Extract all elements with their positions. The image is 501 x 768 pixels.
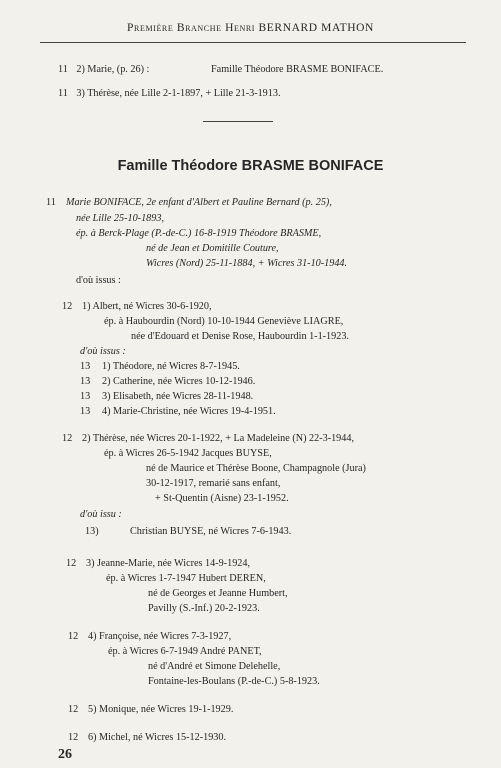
header-name: BERNARD MATHON — [258, 22, 374, 34]
section-divider — [203, 121, 273, 122]
child-3-line-2: ép. à Wicres 1-7-1947 Hubert DEREN, — [106, 573, 266, 584]
main-entry-line-4: né de Jean et Domitille Couture, — [146, 243, 279, 254]
entry-text: 4) Marie-Christine, née Wicres 19-4-1951. — [102, 406, 276, 417]
child-3-number: 12 — [66, 558, 77, 569]
entry-text: 3) Elisabeth, née Wicres 28-11-1948. — [102, 391, 254, 402]
child-5-line-1: 5) Monique, née Wicres 19-1-1929. — [88, 704, 234, 715]
child-4-line-3: né d'André et Simone Delehelle, — [148, 661, 281, 672]
entry-number: 13 — [80, 376, 91, 387]
running-header — [0, 22, 501, 34]
main-entry-line-1: Marie BONIFACE, 2e enfant d'Albert et Pauline Bernard (p. 25), — [66, 197, 332, 208]
child-2-line-1: 2) Thérèse, née Wicres 20-1-1922, + La Madeleine (N) 22-3-1944, — [82, 433, 355, 444]
child-1-line-3: née d'Edouard et Denise Rose, Haubourdin 1-1-1923. — [131, 331, 349, 342]
grandchild-1-3 — [80, 390, 253, 403]
child-2-line-3: né de Maurice et Thérèse Boone, Champagnole (Jura) — [146, 463, 366, 474]
grandchild-1-1 — [80, 360, 240, 373]
child-1-issue: d'où issus : — [80, 346, 126, 357]
main-entry-issue: d'où issus : — [76, 275, 121, 286]
header-branch: Première Branche Henri — [127, 22, 256, 34]
main-entry-line-5: Wicres (Nord) 25-11-1884, + Wicres 31-10-1944. — [146, 258, 348, 269]
entry-text: 1) Théodore, né Wicres 8-7-1945. — [102, 361, 240, 372]
grandchild-2-1-text: Christian BUYSE, né Wicres 7-6-1943. — [130, 526, 292, 537]
child-1-number: 12 — [62, 301, 73, 312]
child-5-number: 12 — [68, 704, 79, 715]
child-4-line-1: 4) Françoise, née Wicres 7-3-1927, — [88, 631, 232, 642]
entry-number: 13 — [80, 406, 91, 417]
entry-text: 2) Catherine, née Wicres 10-12-1946. — [102, 376, 256, 387]
entry-number: 13 — [80, 361, 91, 372]
top-line-1 — [58, 63, 149, 76]
child-4-number: 12 — [68, 631, 79, 642]
child-3-line-1: 3) Jeanne-Marie, née Wicres 14-9-1924, — [86, 558, 251, 569]
section-title: Famille Théodore BRASME BONIFACE — [117, 158, 384, 174]
grandchild-1-2 — [80, 375, 255, 388]
child-4-line-2: ép. à Wicres 6-7-1949 André PANET, — [108, 646, 262, 657]
child-6-line-1: 6) Michel, né Wicres 15-12-1930. — [88, 732, 227, 743]
entry-text: 2) Marie, (p. 26) : — [76, 64, 150, 75]
header-rule — [40, 42, 466, 43]
child-1-line-1: 1) Albert, né Wicres 30-6-1920, — [82, 301, 212, 312]
child-4-line-4: Fontaine-les-Boulans (P.-de-C.) 5-8-1923. — [148, 676, 320, 687]
main-entry-number: 11 — [46, 197, 56, 208]
child-6-number: 12 — [68, 732, 79, 743]
main-entry-line-3: ép. à Berck-Plage (P.-de-C.) 16-8-1919 Théodore BRASME, — [76, 228, 322, 239]
child-2-line-5: + St-Quentin (Aisne) 23-1-1952. — [155, 493, 289, 504]
child-2-line-2: ép. à Wicres 26-5-1942 Jacques BUYSE, — [104, 448, 272, 459]
entry-number: 11 — [58, 88, 68, 99]
grandchild-1-4 — [80, 405, 276, 418]
page-number: 26 — [58, 747, 72, 762]
main-entry-line-2: née Lille 25-10-1893, — [76, 213, 164, 224]
child-2-number: 12 — [62, 433, 73, 444]
child-2-line-4: 30-12-1917, remarié sans enfant, — [146, 478, 281, 489]
grandchild-2-1-number: 13) — [85, 526, 99, 537]
top-line-2 — [58, 87, 281, 100]
top-line-1-family-ref: Famille Théodore BRASME BONIFACE. — [211, 64, 384, 75]
child-3-line-4: Pavilly (S.-Inf.) 20-2-1923. — [148, 603, 260, 614]
child-1-line-2: ép. à Haubourdin (Nord) 10-10-1944 Geneviève LIAGRE, — [104, 316, 344, 327]
child-3-line-3: né de Georges et Jeanne Humbert, — [148, 588, 288, 599]
entry-text: 3) Thérèse, née Lille 2-1-1897, + Lille 21-3-1913. — [76, 88, 281, 99]
entry-number: 11 — [58, 64, 68, 75]
child-2-issue: d'où issu : — [80, 509, 122, 520]
entry-number: 13 — [80, 391, 91, 402]
